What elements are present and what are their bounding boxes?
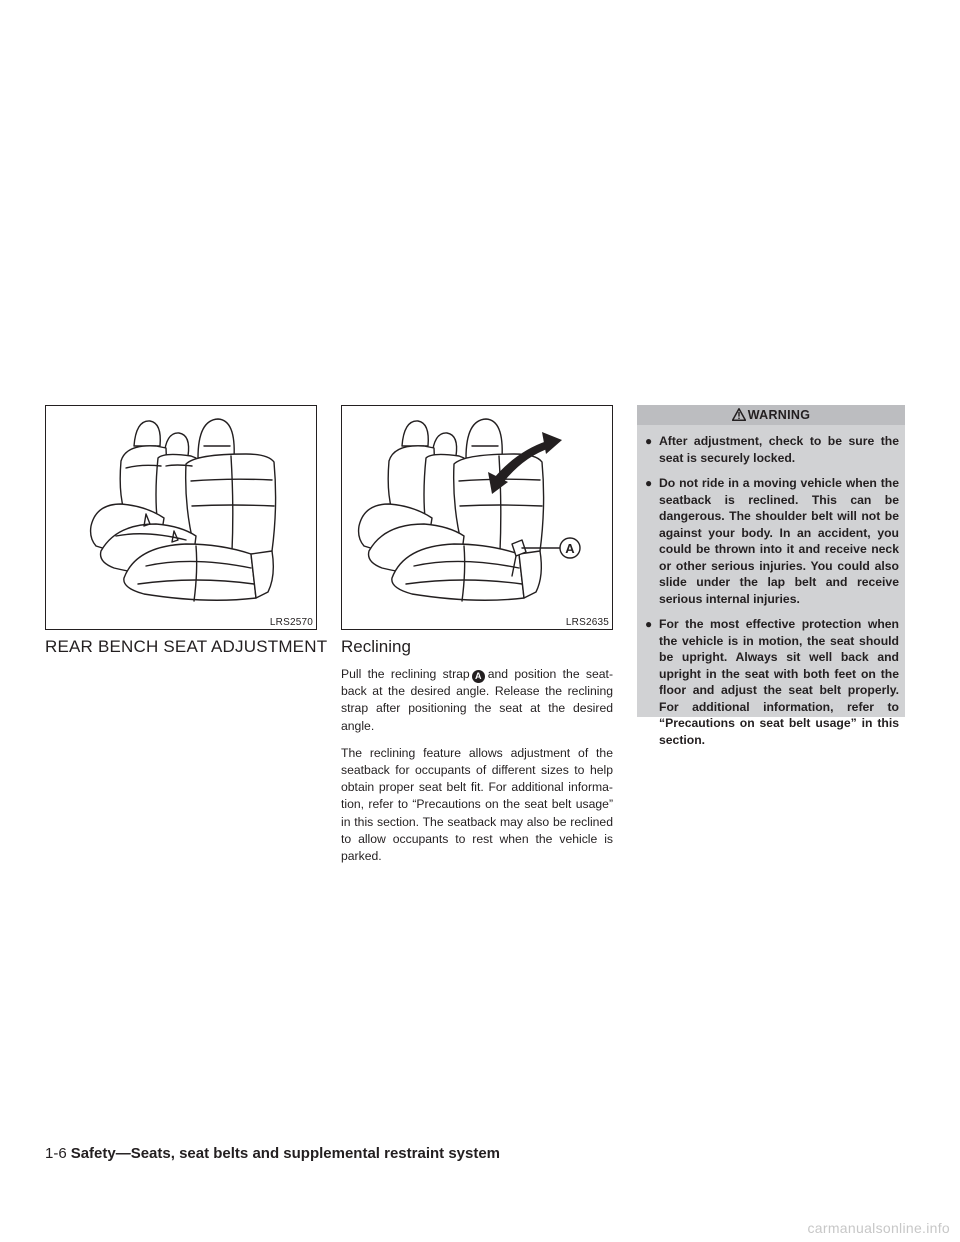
paragraph-reclining-feature: The reclining feature allows adjustment of the seatback for occupants of different sizes to help obtain proper seat belt fit. For additional informa-tion, refer to “Precautions on the seat belt usage” in this section. The seatback may also be reclined to allow occupants to rest when the vehicle is parked.: [341, 745, 613, 864]
warning-box: [637, 405, 905, 747]
warning-item: ● Do not ride in a moving vehicle when the seatback is reclined. This can be dangerous. The shoulder belt will not be against your body. In an accident, you could be thrown into it and receive neck or other serious injuries. You could also slide under the lap belt and receive serious internal injuries.: [645, 476, 899, 606]
paragraph-reclining-instructions: Pull the reclining strap A and position the seat-back at the desired angle. Release the reclining strap after positioning the seat at the desired angle.: [341, 667, 613, 733]
warning-header: [637, 405, 905, 425]
callout-a-icon: A: [472, 670, 485, 683]
figure-code: LRS2570: [269, 617, 313, 628]
rear-bench-seat-illustration: [46, 406, 316, 629]
section-title: REAR BENCH SEAT ADJUSTMENT: [45, 637, 328, 656]
bullet-icon: ●: [645, 476, 653, 490]
bullet-icon: ●: [645, 617, 653, 631]
callout-label: A: [565, 541, 575, 556]
figure-rear-bench-seat: [45, 405, 317, 630]
warning-triangle-icon: [732, 408, 746, 421]
figure-reclining-strap: [341, 405, 613, 630]
warning-title: WARNING: [747, 408, 811, 422]
page-footer: [45, 1145, 500, 1162]
chapter-title: Safety—Seats, seat belts and supplemental restraint system: [70, 1145, 501, 1162]
figure-code: LRS2635: [565, 617, 609, 628]
warning-item: ● For the most effective protection when the vehicle is in motion, the seat should be upright. Always sit well back and upright in the seat with both feet on the floor and adjust the seat belt properly. For additional information, refer to “Precautions on seat belt usage” in this section.: [645, 617, 899, 747]
watermark: carmanualsonline.info: [807, 1220, 950, 1236]
warning-item: ● After adjustment, check to be sure the seat is securely locked.: [645, 434, 899, 465]
body-text: [341, 666, 613, 875]
subsection-title: Reclining: [341, 637, 411, 656]
bullet-icon: ●: [645, 434, 653, 448]
warning-list: [637, 425, 905, 748]
reclining-seat-illustration: [342, 406, 612, 629]
page-number: 1-6: [45, 1145, 67, 1162]
